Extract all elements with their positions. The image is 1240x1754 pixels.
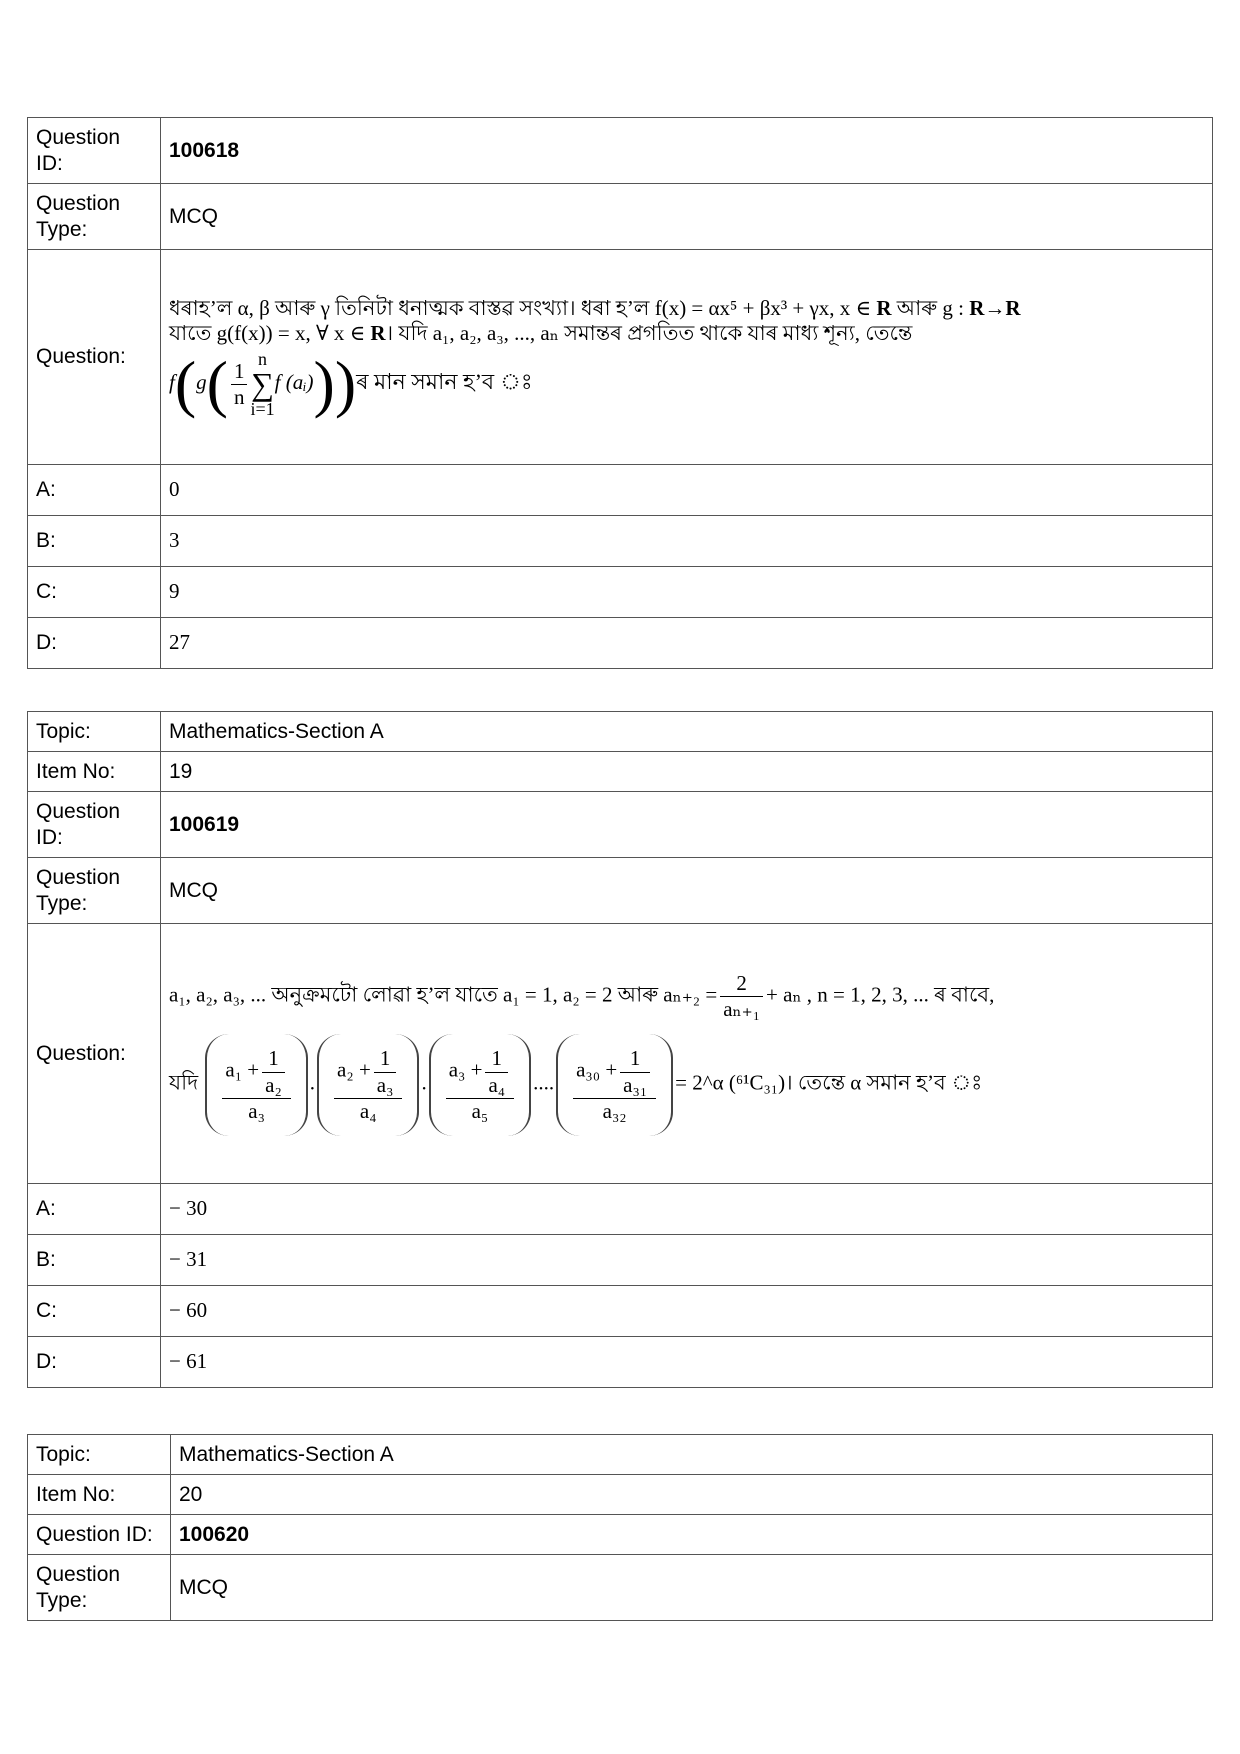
paren-close: ) bbox=[313, 348, 335, 420]
item-no-row bbox=[28, 752, 1213, 792]
term-den: a₃₂ bbox=[602, 1098, 627, 1123]
option-b-label: B: bbox=[28, 516, 161, 567]
option-c-label: C: bbox=[28, 1286, 161, 1337]
item-no-value: 20 bbox=[171, 1475, 1213, 1515]
question-row bbox=[28, 250, 1213, 465]
q2-rhs: = 2^α (⁶¹C₃₁)। তেন্তে α সমান হ’ব ঃ bbox=[675, 1071, 983, 1095]
term-fraction bbox=[334, 1046, 402, 1124]
inner-num: 1 bbox=[374, 1046, 397, 1072]
option-c-row bbox=[28, 567, 1213, 618]
q1-line1-part: ধৰাহ’ল α, β আৰু γ তিনিটা ধনাত্মক বাস্তৱ সংখ্যা। ধৰা হ’ল f(x) = αx⁵ + βx³ + γx, x ∈ bbox=[169, 295, 877, 320]
question-line-2 bbox=[169, 321, 1204, 346]
option-d-label: D: bbox=[28, 1337, 161, 1388]
topic-value: Mathematics-Section A bbox=[171, 1435, 1213, 1475]
question-type-value: MCQ bbox=[161, 184, 1213, 250]
option-c-value: − 60 bbox=[161, 1286, 1213, 1337]
expr-g: g bbox=[196, 370, 207, 394]
if-word: যদি bbox=[169, 1071, 199, 1095]
question-text bbox=[161, 924, 1213, 1184]
fraction-one-over-n bbox=[231, 359, 248, 410]
product-dot: . bbox=[309, 1071, 316, 1095]
topic-label: Topic: bbox=[28, 1435, 171, 1475]
inner-den: a₃ bbox=[376, 1072, 394, 1097]
term-fraction bbox=[573, 1046, 656, 1124]
inner-fraction bbox=[620, 1046, 650, 1097]
product-term-3 bbox=[429, 1034, 531, 1136]
inner-num: 1 bbox=[620, 1046, 650, 1072]
option-a-row bbox=[28, 1184, 1213, 1235]
product-dot: . bbox=[421, 1071, 427, 1095]
frac-den: aₙ₊₁ bbox=[723, 997, 761, 1022]
sum-top: n bbox=[258, 349, 268, 370]
question-line-1 bbox=[169, 296, 1204, 321]
inner-fraction bbox=[485, 1046, 508, 1097]
item-no-row bbox=[28, 1475, 1213, 1515]
term-numerator bbox=[222, 1046, 290, 1098]
option-c-row bbox=[28, 1286, 1213, 1337]
question-text bbox=[161, 250, 1213, 465]
term-numerator bbox=[446, 1046, 514, 1098]
question-table-100618 bbox=[27, 117, 1213, 669]
sigma-sum bbox=[250, 350, 274, 418]
topic-label: Topic: bbox=[28, 712, 161, 752]
question-id-label: Question ID: bbox=[28, 792, 161, 858]
frac-den: n bbox=[233, 384, 245, 409]
term-fraction bbox=[222, 1046, 290, 1124]
sum-bottom: i=1 bbox=[250, 399, 275, 420]
question-id-row bbox=[28, 1515, 1213, 1555]
term-a: a₃₀ + bbox=[576, 1057, 618, 1082]
option-d-row bbox=[28, 1337, 1213, 1388]
option-b-label: B: bbox=[28, 1235, 161, 1286]
term-numerator bbox=[573, 1046, 656, 1098]
product-term-2 bbox=[317, 1034, 419, 1136]
question-line-3 bbox=[169, 350, 1204, 418]
expr-inner: f (aᵢ) bbox=[274, 370, 314, 394]
q1-line1-mid: আৰু g : bbox=[891, 295, 970, 320]
q2-line1-pre: a₁, a₂, a₃, ... অনুক্ৰমটো লোৱা হ’ল যাতে a₁ = 1, a₂ = 2 আৰু aₙ₊₂ = bbox=[169, 982, 718, 1007]
topic-row bbox=[28, 712, 1213, 752]
q1-tail: ৰ মান সমান হ’ব ঃ bbox=[356, 369, 533, 394]
option-a-value: − 30 bbox=[161, 1184, 1213, 1235]
option-d-value: 27 bbox=[161, 618, 1213, 669]
q1-line2-post: । যদি a₁, a₂, a₃, ..., aₙ সমান্তৰ প্ৰগতিত থাকে যাৰ মাধ্য শূন্য, তেন্তে bbox=[385, 321, 913, 345]
q1-line2-bold: R bbox=[370, 321, 386, 345]
question-type-row bbox=[28, 1555, 1213, 1621]
option-d-row bbox=[28, 618, 1213, 669]
term-den: a₄ bbox=[359, 1098, 377, 1123]
expr-f: f bbox=[169, 370, 175, 394]
inner-den: a₄ bbox=[488, 1072, 506, 1097]
question-id-value: 100620 bbox=[171, 1515, 1213, 1555]
item-no-label: Item No: bbox=[28, 752, 161, 792]
option-a-value: 0 bbox=[161, 465, 1213, 516]
term-fraction bbox=[446, 1046, 514, 1124]
question-type-label: Question Type: bbox=[28, 858, 161, 924]
option-a-label: A: bbox=[28, 1184, 161, 1235]
product-dots: .... bbox=[533, 1071, 555, 1095]
option-b-row bbox=[28, 516, 1213, 567]
q1-line2-part: যাতে g(f(x)) = x, ∀ x ∈ bbox=[169, 321, 371, 345]
topic-value: Mathematics-Section A bbox=[161, 712, 1213, 752]
term-a: a₁ + bbox=[225, 1057, 260, 1082]
question-id-row bbox=[28, 792, 1213, 858]
question-id-row bbox=[28, 118, 1213, 184]
question-id-value: 100618 bbox=[161, 118, 1213, 184]
term-a: a₂ + bbox=[337, 1057, 371, 1082]
question-type-row bbox=[28, 858, 1213, 924]
product-term-1 bbox=[205, 1034, 307, 1136]
option-c-value: 9 bbox=[161, 567, 1213, 618]
term-a: a₃ + bbox=[448, 1057, 483, 1082]
question-line-2 bbox=[169, 1034, 1204, 1136]
inner-fraction bbox=[374, 1046, 397, 1097]
inner-num: 1 bbox=[262, 1046, 285, 1072]
inner-num: 1 bbox=[485, 1046, 508, 1072]
item-no-value: 19 bbox=[161, 752, 1213, 792]
q1-line1-end: R→R bbox=[969, 295, 1021, 320]
option-c-label: C: bbox=[28, 567, 161, 618]
question-type-label: Question Type: bbox=[28, 184, 161, 250]
paren-open: ( bbox=[174, 348, 197, 420]
question-type-row bbox=[28, 184, 1213, 250]
topic-row bbox=[28, 1435, 1213, 1475]
frac-num: 2 bbox=[720, 971, 763, 997]
question-table-100619 bbox=[27, 711, 1213, 1388]
option-d-label: D: bbox=[28, 618, 161, 669]
fraction-2-over-an1 bbox=[720, 971, 763, 1022]
question-id-value: 100619 bbox=[161, 792, 1213, 858]
q2-line1-post: + aₙ , n = 1, 2, 3, ... ৰ বাবে, bbox=[766, 982, 995, 1007]
question-label: Question: bbox=[28, 250, 161, 465]
question-line-1 bbox=[169, 971, 1204, 1022]
question-row bbox=[28, 924, 1213, 1184]
option-d-value: − 61 bbox=[161, 1337, 1213, 1388]
q1-line1-bold: R bbox=[876, 295, 892, 320]
paren-close: ) bbox=[334, 348, 357, 420]
question-type-label: Question Type: bbox=[28, 1555, 171, 1621]
paren-open: ( bbox=[206, 348, 228, 420]
inner-den: a₃₁ bbox=[623, 1072, 648, 1097]
question-type-value: MCQ bbox=[161, 858, 1213, 924]
sum-symbol: ∑ bbox=[251, 366, 274, 403]
question-label: Question: bbox=[28, 924, 161, 1184]
product-term-4 bbox=[556, 1034, 673, 1136]
option-b-row bbox=[28, 1235, 1213, 1286]
option-b-value: − 31 bbox=[161, 1235, 1213, 1286]
item-no-label: Item No: bbox=[28, 1475, 171, 1515]
inner-den: a₂ bbox=[265, 1072, 282, 1097]
option-b-value: 3 bbox=[161, 516, 1213, 567]
term-numerator bbox=[334, 1046, 402, 1098]
question-id-label: Question ID: bbox=[28, 118, 161, 184]
option-a-label: A: bbox=[28, 465, 161, 516]
frac-num: 1 bbox=[231, 359, 248, 385]
question-type-value: MCQ bbox=[171, 1555, 1213, 1621]
term-den: a₃ bbox=[248, 1098, 265, 1123]
inner-fraction bbox=[262, 1046, 285, 1097]
question-table-100620 bbox=[27, 1434, 1213, 1621]
question-id-label: Question ID: bbox=[28, 1515, 171, 1555]
term-den: a₅ bbox=[471, 1098, 489, 1123]
option-a-row bbox=[28, 465, 1213, 516]
